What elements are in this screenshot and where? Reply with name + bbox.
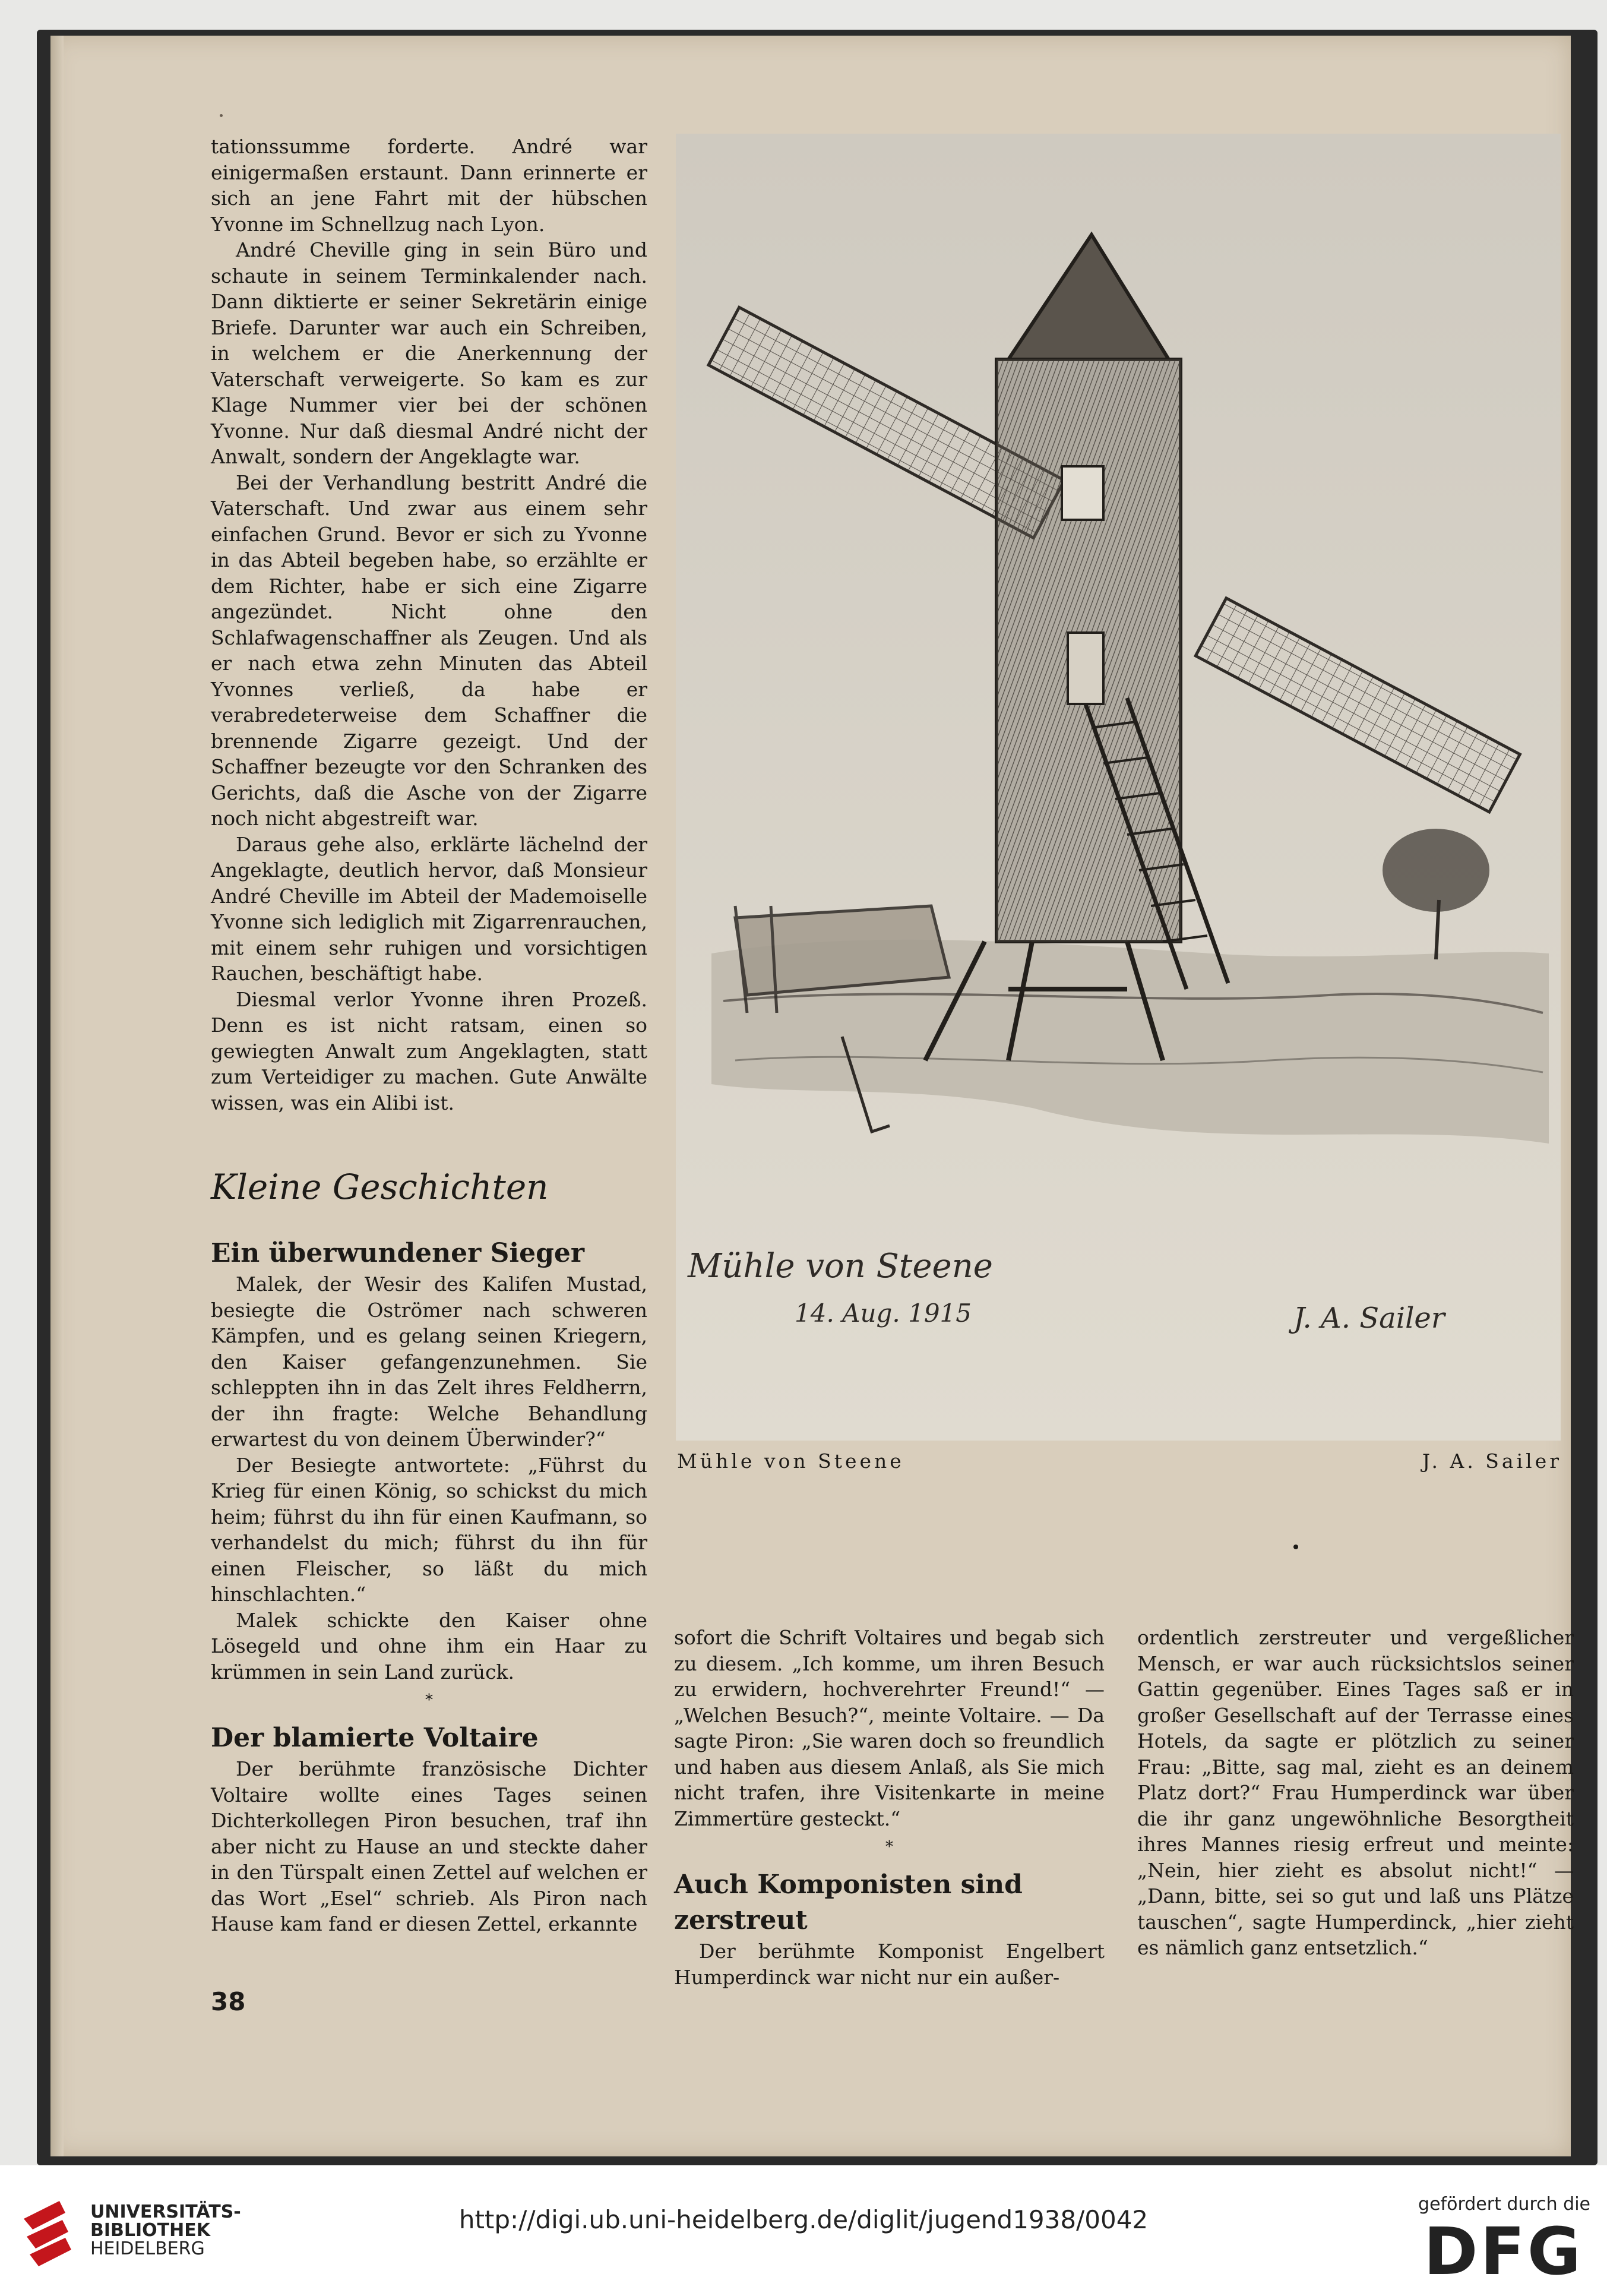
middle-column bbox=[674, 1625, 1105, 1990]
story-heading: Auch Komponisten sind zerstreut bbox=[674, 1869, 1023, 1935]
paragraph: Der Besiegte antwortete: „Führst du Krieg für einen König, so schickst du mich heim; führst du ihn für einen Kaufmann, so verhandelst du mich; führst du ihn für einen Fleischer, so läßt du mich hinschlachten.“ bbox=[211, 1453, 647, 1606]
page-number: 38 bbox=[211, 1987, 246, 2016]
caption-artist: J. A. Sailer bbox=[1422, 1449, 1562, 1473]
dfg-logo[interactable]: DFG bbox=[1423, 2213, 1583, 2289]
illustration-caption bbox=[677, 1449, 1562, 1479]
windmill-illustration bbox=[676, 134, 1561, 1441]
story-heading: Der blamierte Voltaire bbox=[211, 1723, 539, 1753]
inscription-title: Mühle von Steene bbox=[688, 1247, 993, 1286]
library-line: BIBLIOTHEK bbox=[90, 2220, 210, 2241]
paragraph: André Cheville ging in sein Büro und schaute in seinem Terminkalender nach. Dann diktierte er seiner Sekretärin einige Briefe. Darunter war auch ein Schreiben, in welchem er die Anerkennung der Vaterschaft verweigerte. So kam es zur Klage Nummer vier bei der schönen Yvonne. Nur daß diesmal André nicht der Anwalt, sondern der Angeklagte war. bbox=[211, 238, 647, 468]
paragraph: Der berühmte französische Dichter Voltaire wollte eines Tages seinen Dichterkollegen Piron besuchen, traf ihn aber nicht zu Hause an und steckte daher in den Türspalt einen Zettel auf welchen er das Wort „Esel“ schrieb. Als Piron nach Hause kam fand er diesen Zettel, erkannte bbox=[211, 1757, 647, 1935]
paragraph: ordentlich zerstreuter und vergeßlicher Mensch, er war auch rücksichtslos seiner Gattin gegenüber. Eines Tages saß er in großer Gesellschaft auf der Terrasse eines Hotels, da sagte er plötzlich zu seiner Frau: „Bitte, sag mal, zieht es an deinem Platz dort?“ Frau Humperdinck war über die ihr ganz ungewöhnliche Besorgtheit ihres Mannes riesig erfreut und meinte: „Nein, hier zieht es absolut nicht!“ — „Dann, bitte, sei so gut und laß uns Plätze tauschen“, sagte Humperdinck, „hier zieht es nämlich ganz entsetzlich.“ bbox=[1137, 1626, 1574, 1959]
permalink-url[interactable]: http://digi.ub.uni-heidelberg.de/diglit/jugend1938/0042 bbox=[458, 2205, 1149, 2234]
paragraph: Malek, der Wesir des Kalifen Mustad, besiegte die Oströmer nach schweren Kämpfen, und es gelang seinen Kriegern, den Kaiser gefangenzunehmen. Sie schleppten ihn in das Zelt ihres Feldherrn, der ihn fragte: Welche Behandlung erwartest du von deinem Überwinder?“ bbox=[211, 1272, 647, 1451]
paragraph: Diesmal verlor Yvonne ihren Prozeß. Denn es ist nicht ratsam, einen so gewiegten Anwalt zum Angeklagten, statt zum Verteidiger zu machen. Gute Anwälte wissen, was ein Alibi ist. bbox=[211, 987, 647, 1114]
left-column-bottom bbox=[211, 1236, 647, 1937]
windmill-window bbox=[1062, 466, 1103, 520]
left-column-top bbox=[211, 134, 647, 1116]
print-speck bbox=[220, 114, 223, 117]
caption-title: Mühle von Steene bbox=[677, 1449, 904, 1473]
right-column bbox=[1137, 1625, 1574, 1961]
tree bbox=[1383, 829, 1489, 912]
paragraph: Daraus gehe also, erklärte lächelnd der Angeklagte, deutlich hervor, daß Monsieur André Cheville im Abteil der Mademoiselle Yvonne sich lediglich mit Zigarrenrauchen, mit einem sehr ruhigen und vorsichtigen Rauchen, beschäftigt habe. bbox=[211, 832, 647, 985]
print-speck bbox=[1293, 1545, 1298, 1549]
page-gutter-shadow bbox=[50, 36, 64, 2156]
paragraph: sofort die Schrift Voltaires und begab sich zu diesem. „Ich komme, um ihren Besuch zu erwidern, hochverehrter Freund!“ — „Welchen Besuch?“, meinte Voltaire. — Da sagte Piron: „Sie waren doch so freundlich und haben aus diesem Anlaß, als Sie mich nicht trafen, ihre Visitenkarte in meine Zimmertüre gesteckt.“ bbox=[674, 1626, 1105, 1830]
funding-caption: gefördert durch die bbox=[1418, 2194, 1590, 2215]
story-separator: * bbox=[885, 1838, 893, 1856]
artist-signature: J. A. Sailer bbox=[1293, 1302, 1445, 1335]
story-separator: * bbox=[425, 1691, 433, 1709]
story-heading: Ein überwundener Sieger bbox=[211, 1238, 585, 1268]
paragraph: Der berühmte Komponist Engelbert Humperdinck war nicht nur ein außer- bbox=[674, 1940, 1105, 1989]
windmill-door bbox=[1068, 633, 1103, 704]
paragraph: tationssumme forderte. André war einigermaßen erstaunt. Dann erinnerte er sich an jene Fahrt mit der hübschen Yvonne im Schnellzug nach Lyon. bbox=[211, 135, 647, 236]
paragraph: Malek schickte den Kaiser ohne Lösegeld und ohne ihm ein Haar zu krümmen in sein Land zurück. bbox=[211, 1608, 647, 1684]
inscription-date: 14. Aug. 1915 bbox=[795, 1299, 972, 1328]
section-title: Kleine Geschichten bbox=[211, 1167, 549, 1207]
library-line: UNIVERSITÄTS- bbox=[90, 2202, 241, 2222]
library-line: HEIDELBERG bbox=[90, 2238, 205, 2259]
paragraph: Bei der Verhandlung bestritt André die Vaterschaft. Und zwar aus einem sehr einfachen Grund. Bevor er sich zu Yvonne in das Abteil begeben habe, so erzählte er dem Richter, habe er sich eine Zigarre angezündet. Nicht ohne den Schlafwagenschaffner als Zeugen. Und als er nach etwa zehn Minuten das Abteil Yvonnes verließ, da habe er verabredeterweise dem Schaffner die brennende Zigarre gezeigt. Und der Schaffner bezeugte vor den Schranken des Gerichts, daß die Asche von der Zigarre noch nicht abgestreift war. bbox=[211, 470, 647, 830]
